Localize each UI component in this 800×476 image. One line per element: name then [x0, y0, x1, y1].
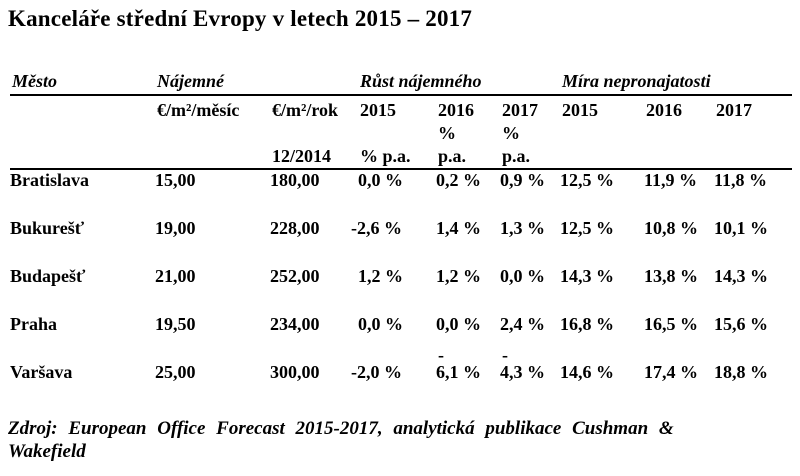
cell-city: Bukurešť — [10, 218, 85, 238]
sub-header-line — [360, 122, 436, 145]
cell-rent-yearly: 180,00 — [270, 170, 320, 190]
cell-growth-2015: -2,6 % — [351, 218, 402, 238]
cell-growth-2015: 0,0 % — [358, 170, 403, 190]
sub-header-line: 12/2014 — [272, 146, 332, 166]
sub-header-line: 2016 — [646, 100, 683, 120]
sub-header-line: €/m²/měsíc — [157, 100, 240, 120]
sub-header-growth-2016 — [436, 95, 500, 169]
sub-header-line — [272, 122, 358, 145]
sub-header-vacancy-2017 — [714, 95, 792, 169]
cell-vacancy-2016: 16,5 % — [644, 314, 699, 334]
sub-header-line: p.a. — [502, 146, 531, 166]
cell-growth-2016-value: 6,1 % — [436, 362, 481, 382]
col-group-rent: Nájemné — [155, 68, 358, 95]
cell-growth-2017-value: 4,3 % — [500, 362, 545, 382]
cell-city: Bratislava — [10, 170, 89, 190]
sub-header-line: 2015 — [360, 100, 396, 120]
offices-table — [10, 68, 792, 410]
sub-header-line — [12, 99, 155, 122]
sub-header-vacancy-2016 — [644, 95, 714, 169]
table-row — [10, 314, 792, 362]
cell-growth-2016: 1,2 % — [436, 266, 481, 286]
cell-rent-monthly: 25,00 — [155, 362, 196, 382]
sub-header-city — [10, 95, 155, 169]
table-row — [10, 266, 792, 314]
cell-growth-2016 — [436, 345, 500, 410]
cell-vacancy-2016: 13,8 % — [644, 266, 699, 286]
cell-rent-monthly: 15,00 — [155, 170, 196, 190]
sub-header-line: €/m²/rok — [272, 100, 339, 120]
sub-header-line — [716, 122, 792, 145]
cell-growth-2017: 0,0 % — [500, 266, 545, 286]
cell-growth-2017: 1,3 % — [500, 218, 545, 238]
cell-rent-yearly: 252,00 — [270, 266, 320, 286]
sub-header-growth-2015 — [358, 95, 436, 169]
cell-vacancy-2015: 14,3 % — [560, 266, 615, 286]
cell-vacancy-2015: 14,6 % — [560, 362, 615, 382]
cell-growth-2016: 0,0 % — [436, 314, 481, 334]
cell-rent-monthly: 19,50 — [155, 314, 196, 334]
col-group-growth: Růst nájemného — [358, 68, 560, 95]
sub-header-line: % p.a. — [360, 146, 411, 166]
page-title: Kanceláře střední Evropy v letech 2015 – 2017 — [8, 6, 473, 31]
cell-growth-2015: -2,0 % — [351, 362, 402, 382]
cell-vacancy-2017: 18,8 % — [714, 362, 769, 382]
col-group-city: Město — [10, 68, 155, 95]
sub-header-line: % — [502, 123, 520, 143]
sub-header-line: 2015 — [562, 100, 599, 120]
sub-header-row — [10, 95, 792, 169]
cell-city: Varšava — [10, 362, 73, 382]
table-row — [10, 169, 792, 218]
sub-header-rent-yearly — [270, 95, 358, 169]
cell-rent-yearly: 234,00 — [270, 314, 320, 334]
cell-growth-2017 — [500, 345, 560, 410]
sub-header-line: % — [438, 123, 456, 143]
sub-header-line — [12, 122, 155, 145]
cell-growth-2017: 0,9 % — [500, 170, 545, 190]
sub-header-growth-2017 — [500, 95, 560, 169]
col-group-vacancy: Míra nepronajatosti — [560, 68, 792, 95]
wrapped-minus-sign: - — [438, 345, 444, 365]
sub-header-line — [562, 145, 644, 168]
cell-growth-2017: 2,4 % — [500, 314, 545, 334]
sub-header-vacancy-2015 — [560, 95, 644, 169]
cell-vacancy-2017: 11,8 % — [714, 170, 768, 190]
cell-rent-yearly: 228,00 — [270, 218, 320, 238]
sub-header-rent-monthly — [155, 95, 270, 169]
wrapped-minus-sign: - — [502, 345, 508, 365]
source-line-2: Wakefield — [8, 441, 86, 462]
sub-header-line — [157, 122, 270, 145]
cell-city: Praha — [10, 314, 57, 334]
sub-header-line — [562, 122, 644, 145]
sub-header-line: 2016 — [438, 100, 474, 120]
sub-header-line: 2017 — [716, 100, 753, 120]
sub-header-line — [12, 145, 155, 168]
sub-header-line: 2017 — [502, 100, 538, 120]
cell-vacancy-2016: 17,4 % — [644, 362, 699, 382]
sub-header-line: p.a. — [438, 146, 467, 166]
table-row — [10, 362, 792, 410]
sub-header-line — [646, 122, 714, 145]
table-row — [10, 218, 792, 266]
cell-growth-2016: 0,2 % — [436, 170, 481, 190]
sub-header-line — [157, 145, 270, 168]
cell-vacancy-2015: 12,5 % — [560, 218, 615, 238]
cell-growth-2015: 1,2 % — [358, 266, 403, 286]
cell-vacancy-2017: 10,1 % — [714, 218, 769, 238]
cell-vacancy-2015: 16,8 % — [560, 314, 615, 334]
cell-city: Budapešť — [10, 266, 86, 286]
sub-header-line — [716, 145, 792, 168]
cell-vacancy-2016: 10,8 % — [644, 218, 699, 238]
cell-rent-monthly: 21,00 — [155, 266, 196, 286]
cell-vacancy-2016: 11,9 % — [644, 170, 698, 190]
cell-vacancy-2015: 12,5 % — [560, 170, 615, 190]
group-header-row — [10, 68, 792, 95]
sub-header-line — [646, 145, 714, 168]
cell-growth-2016: 1,4 % — [436, 218, 481, 238]
cell-vacancy-2017: 15,6 % — [714, 314, 769, 334]
source-line-1: Zdroj: European Office Forecast 2015-2017, analytická publikace Cushman & — [8, 418, 674, 439]
cell-rent-yearly: 300,00 — [270, 362, 320, 382]
cell-rent-monthly: 19,00 — [155, 218, 196, 238]
cell-growth-2015: 0,0 % — [358, 314, 403, 334]
cell-vacancy-2017: 14,3 % — [714, 266, 769, 286]
source-note — [8, 417, 674, 463]
